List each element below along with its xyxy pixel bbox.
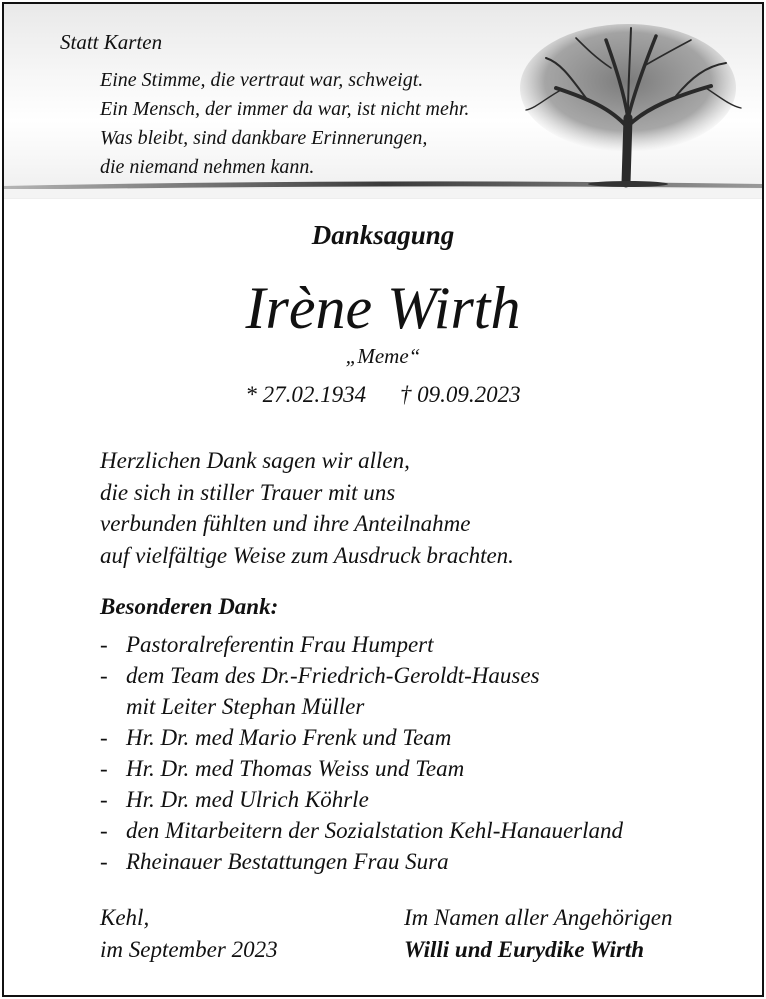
bullet: - (100, 756, 108, 781)
life-dates (4, 382, 762, 408)
poem (100, 66, 469, 182)
bullet-placeholder (100, 691, 126, 722)
poem-line: die niemand nehmen kann. (100, 156, 315, 178)
thanks-line: auf vielfältige Weise zum Ausdruck brachten. (100, 542, 514, 568)
list-item (100, 784, 623, 815)
title: Danksagung (311, 220, 455, 250)
list-item (100, 815, 623, 846)
deceased-name: Irène Wirth (245, 275, 521, 341)
list-item (100, 660, 623, 691)
death-date: † 09.09.2023 (399, 382, 521, 407)
list-item-text: Pastoralreferentin Frau Humpert (126, 632, 434, 657)
bullet: - (100, 663, 108, 688)
list-item (100, 629, 623, 660)
list-item-text: Rheinauer Bestattungen Frau Sura (126, 849, 449, 874)
poem-line: Was bleibt, sind dankbare Erinnerungen, (100, 127, 428, 149)
list-item (100, 846, 623, 877)
list-item-text: mit Leiter Stephan Müller (126, 694, 365, 719)
on-behalf: Im Namen aller Angehörigen (404, 905, 673, 930)
special-thanks-heading: Besonderen Dank: (100, 594, 279, 619)
statt-karten-label: Statt Karten (60, 30, 163, 54)
footer-place-date (100, 902, 278, 965)
list-item (100, 691, 623, 722)
special-thanks-list (100, 629, 623, 877)
bullet: - (100, 725, 108, 750)
header-banner (4, 4, 762, 199)
list-item (100, 722, 623, 753)
footer-signature (404, 902, 673, 965)
list-item-text: den Mitarbeitern der Sozialstation Kehl-Hanauerland (126, 818, 624, 843)
bullet: - (100, 632, 108, 657)
obituary-card (2, 2, 764, 997)
date: im September 2023 (100, 936, 278, 962)
deceased-nickname: „Meme“ (345, 344, 421, 368)
thanks-line: verbunden fühlten und ihre Anteilnahme (100, 511, 471, 536)
bullet: - (100, 818, 108, 843)
bullet: - (100, 849, 108, 874)
list-item (100, 753, 623, 784)
list-item-text: dem Team des Dr.-Friedrich-Geroldt-Hauses (126, 663, 540, 688)
signers: Willi und Eurydike Wirth (404, 936, 645, 962)
thanks-text (100, 445, 514, 571)
bullet: - (100, 787, 108, 812)
thanks-line: die sich in stiller Trauer mit uns (100, 479, 396, 505)
tree-icon (516, 18, 746, 188)
list-item-text: Hr. Dr. med Ulrich Köhrle (126, 787, 369, 812)
list-item-text: Hr. Dr. med Thomas Weiss und Team (126, 756, 465, 781)
poem-line: Eine Stimme, die vertraut war, schweigt. (100, 69, 424, 91)
birth-date: * 27.02.1934 (245, 382, 367, 407)
thanks-line: Herzlichen Dank sagen wir allen, (100, 448, 410, 473)
list-item-text: Hr. Dr. med Mario Frenk und Team (126, 725, 452, 750)
poem-line: Ein Mensch, der immer da war, ist nicht mehr. (100, 98, 470, 120)
place: Kehl, (100, 905, 150, 930)
